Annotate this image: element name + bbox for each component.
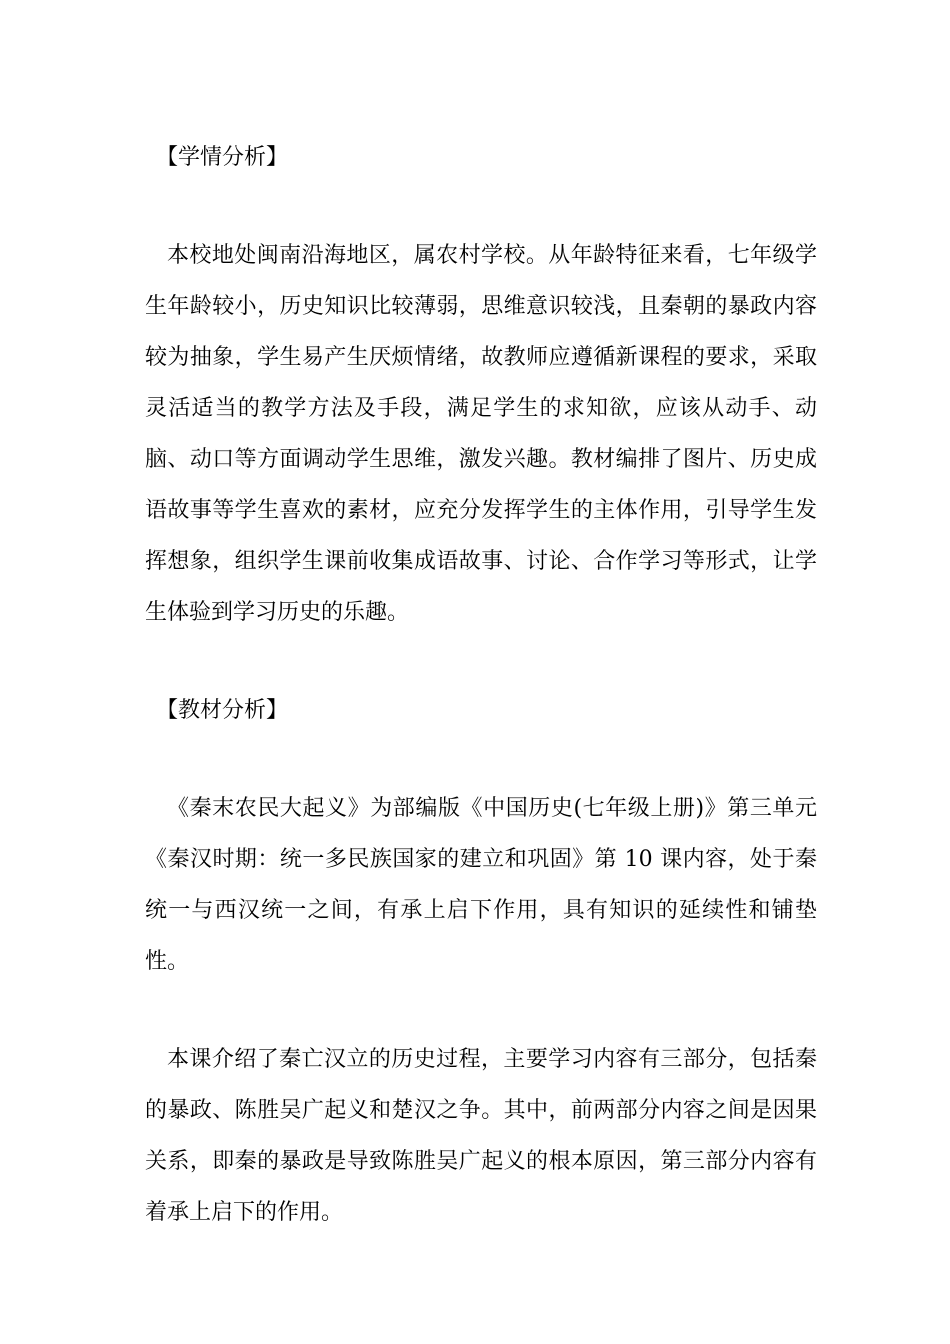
paragraph-textbook-analysis-1: 《秦末农民大起义》为部编版《中国历史(七年级上册)》第三单元《秦汉时期：统一多民族国家的建立和巩固》第 10 课内容，处于秦统一与西汉统一之间，有承上启下作用，具有知识的延续性和铺垫性。 — [145, 796, 817, 974]
spacer — [145, 638, 817, 685]
document-body — [145, 132, 817, 1238]
spacer — [145, 736, 817, 783]
spacer — [145, 183, 817, 230]
paragraph-textbook-analysis-2: 本课介绍了秦亡汉立的历史过程，主要学习内容有三部分，包括秦的暴政、陈胜吴广起义和楚汉之争。其中，前两部分内容之间是因果关系，即秦的暴政是导致陈胜吴广起义的根本原因，第三部分内容有着承上启下的作用。 — [145, 1047, 817, 1225]
paragraph-student-analysis: 本校地处闽南沿海地区，属农村学校。从年龄特征来看，七年级学生年龄较小，历史知识比较薄弱，思维意识较浅，且秦朝的暴政内容较为抽象，学生易产生厌烦情绪，故教师应遵循新课程的要求，采取灵活适当的教学方法及手段，满足学生的求知欲，应该从动手、动脑、动口等方面调动学生思维，激发兴趣。教材编排了图片、历史成语故事等学生喜欢的素材，应充分发挥学生的主体作用，引导学生发挥想象，组织学生课前收集成语故事、讨论、合作学习等形式，让学生体验到学习历史的乐趣。 — [145, 243, 817, 625]
section-heading-textbook-analysis: 【教材分析】 — [156, 698, 289, 723]
spacer — [145, 987, 817, 1034]
section-heading-student-analysis: 【学情分析】 — [156, 145, 289, 170]
